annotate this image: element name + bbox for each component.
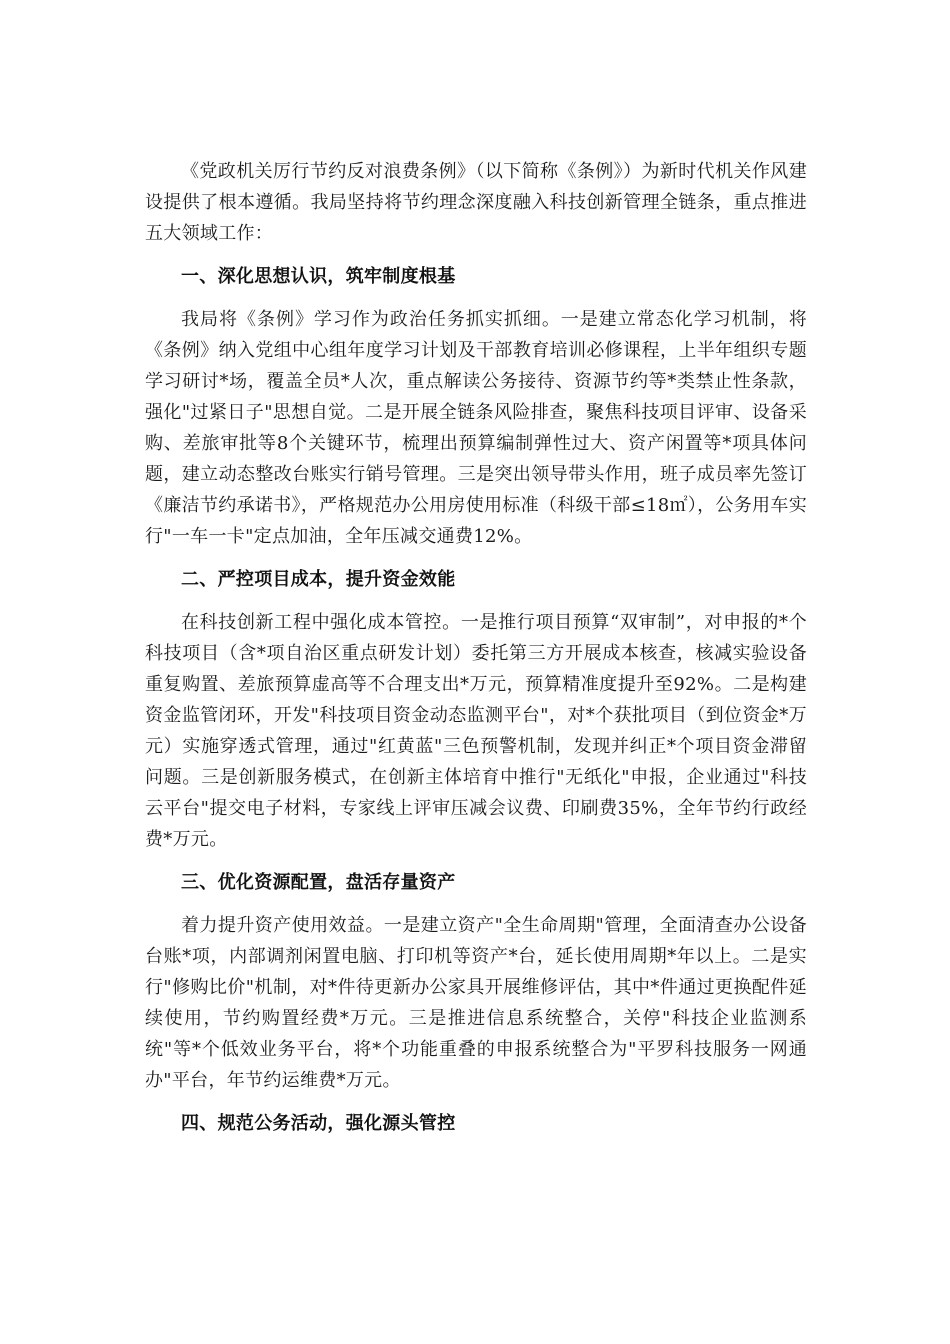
section-3-heading: 三、优化资源配置，盘活存量资产: [181, 872, 456, 893]
section-1-paragraph: 我局将《条例》学习作为政治任务抓实抓细。一是建立常态化学习机制，将《条例》纳入党组中心组年度学习计划及干部教育培训必修课程，上半年组织专题学习研讨*场，覆盖全员*人次，重点解读公务接待、资源节约等*类禁止性条款，强化"过紧日子"思想自觉。二是开展全链条风险排查，聚焦科技项目评审、设备采购、差旅审批等8个关键环节，梳理出预算编制弹性过大、资产闲置等*项具体问题，建立动态整改台账实行销号管理。三是突出领导带头作用，班子成员率先签订《廉洁节约承诺书》，严格规范办公用房使用标准（科级干部≤18㎡），公务用车实行"一车一卡"定点加油，全年压减交通费12%。: [145, 309, 807, 547]
document-body: [145, 156, 807, 1151]
section-1-heading: 一、深化思想认识，筑牢制度根基: [181, 266, 456, 287]
section-4-heading: 四、规范公务活动，强化源头管控: [181, 1113, 456, 1134]
section-3-paragraph: 着力提升资产使用效益。一是建立资产"全生命周期"管理，全面清查办公设备台账*项，内部调剂闲置电脑、打印机等资产*台，延长使用周期*年以上。二是实行"修购比价"机制，对*件待更新办公家具开展维修评估，其中*件通过更换配件延续使用，节约购置经费*万元。三是推进信息系统整合，关停"科技企业监测系统"等*个低效业务平台，将*个功能重叠的申报系统整合为"平罗科技服务一网通办"平台，年节约运维费*万元。: [145, 915, 807, 1091]
intro-paragraph: 《党政机关厉行节约反对浪费条例》（以下简称《条例》）为新时代机关作风建设提供了根本遵循。我局坚持将节约理念深度融入科技创新管理全链条，重点推进五大领域工作：: [145, 161, 807, 244]
section-2-heading: 二、严控项目成本，提升资金效能: [181, 569, 456, 590]
section-2-paragraph: 在科技创新工程中强化成本管控。一是推行项目预算“双审制”，对申报的*个科技项目（含*项自治区重点研发计划）委托第三方开展成本核查，核减实验设备重复购置、差旅预算虚高等不合理支出*万元，预算精准度提升至92%。二是构建资金监管闭环，开发"科技项目资金动态监测平台"，对*个获批项目（到位资金*万元）实施穿透式管理，通过"红黄蓝"三色预警机制，发现并纠正*个项目资金滞留问题。三是创新服务模式，在创新主体培育中推行"无纸化"申报，企业通过"科技云平台"提交电子材料，专家线上评审压减会议费、印刷费35%，全年节约行政经费*万元。: [145, 612, 807, 850]
